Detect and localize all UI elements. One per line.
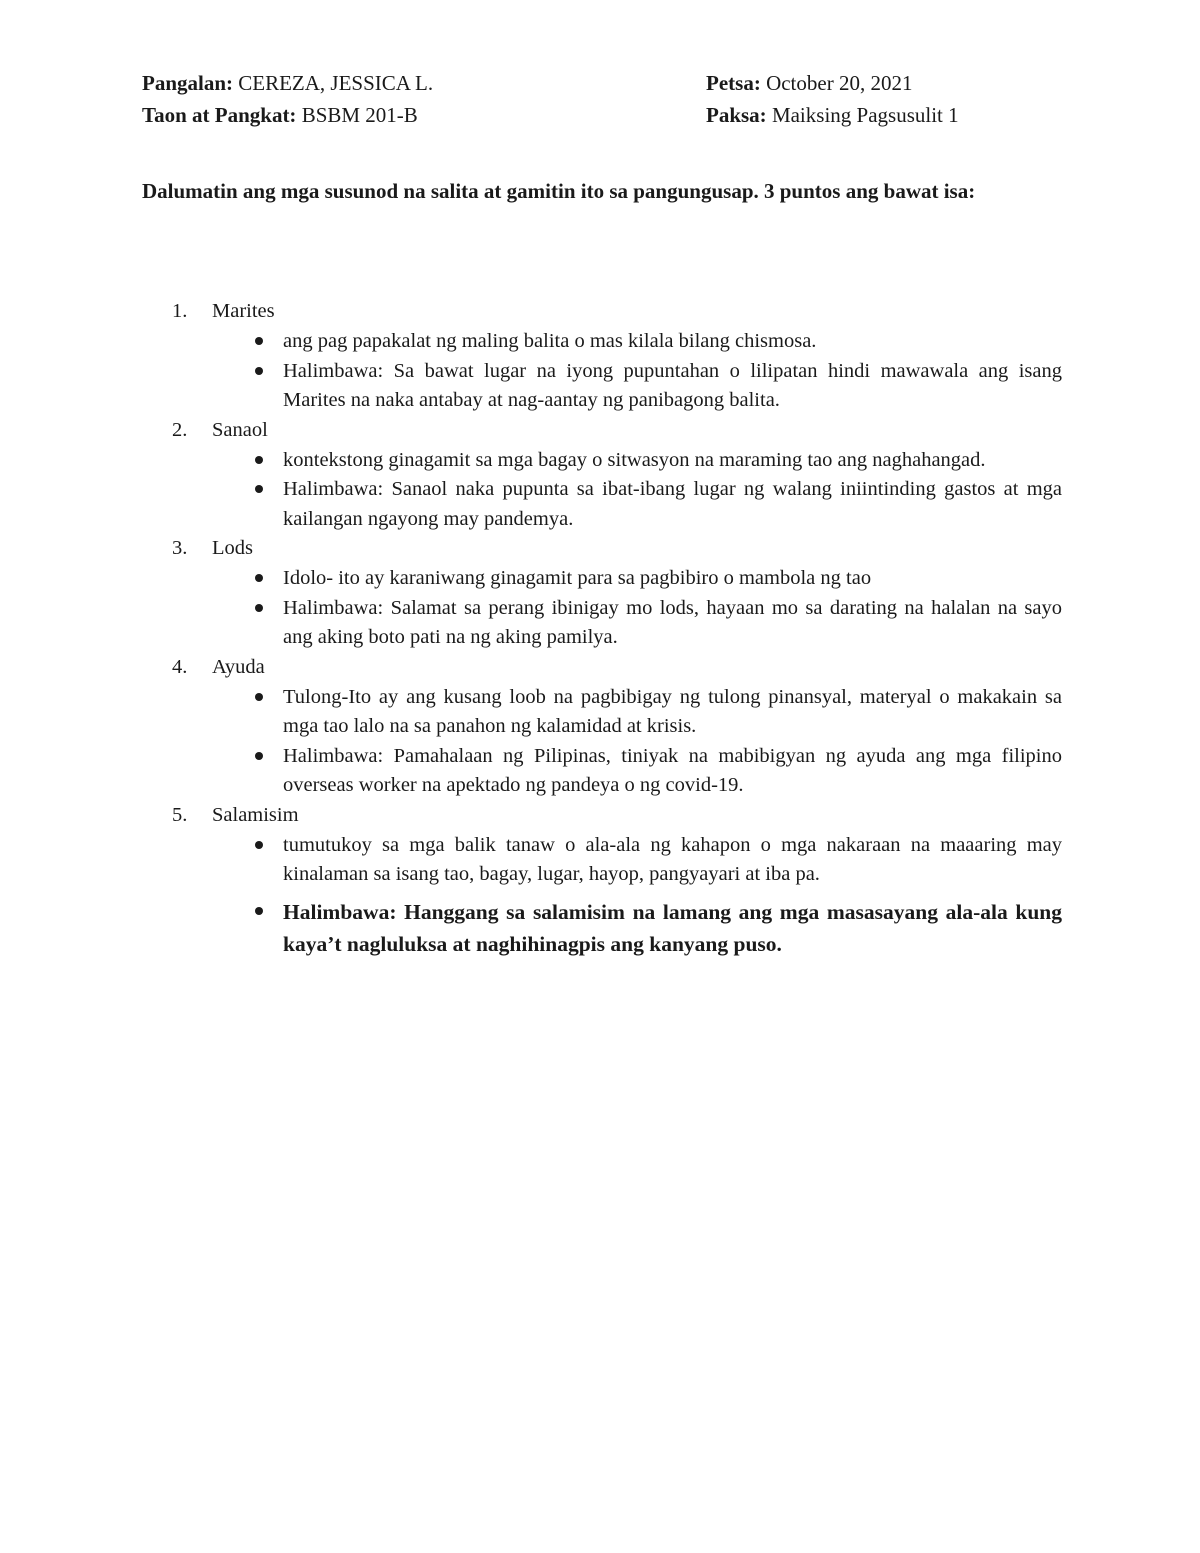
section-value: BSBM 201-B xyxy=(301,103,418,127)
item-heading xyxy=(142,297,1062,327)
list-item xyxy=(142,416,1062,535)
item-number: 2. xyxy=(172,418,188,441)
example-bullet xyxy=(142,896,1062,960)
topic-field xyxy=(706,100,959,130)
bullet-dot-icon xyxy=(255,456,263,464)
example-bullet xyxy=(142,742,1062,801)
item-bullets xyxy=(142,446,1062,535)
example-bullet xyxy=(142,475,1062,534)
item-bullets xyxy=(142,327,1062,416)
bullet-text: ang pag papakalat ng maling balita o mas kilala bilang chismosa. xyxy=(283,330,817,352)
bullet-dot-icon xyxy=(255,693,263,701)
item-term: Sanaol xyxy=(212,418,268,441)
bullet-text: Halimbawa: Salamat sa perang ibinigay mo lods, hayaan mo sa darating na halalan na sayo ang aking boto pati na ng aking pamilya. xyxy=(283,596,1062,648)
item-term: Lods xyxy=(212,537,253,559)
definition-bullet xyxy=(142,446,1062,476)
section-field xyxy=(142,100,418,130)
item-heading xyxy=(142,534,1062,564)
name-label: Pangalan: xyxy=(142,71,234,95)
item-term: Salamisim xyxy=(212,803,299,826)
bullet-dot-icon xyxy=(255,907,263,915)
header-row-2 xyxy=(142,100,1062,130)
item-heading xyxy=(142,416,1062,446)
bullet-text: Idolo- ito ay karaniwang ginagamit para sa pagbibiro o mambola ng tao xyxy=(283,567,872,589)
list-item xyxy=(142,801,1062,960)
item-bullets xyxy=(142,564,1062,653)
topic-value: Maiksing Pagsusulit 1 xyxy=(771,103,959,127)
bullet-dot-icon xyxy=(255,337,263,345)
bullet-dot-icon xyxy=(255,604,263,612)
example-bullet xyxy=(142,357,1062,416)
item-bullets xyxy=(142,683,1062,801)
bullet-text: tumutukoy sa mga balik tanaw o ala-ala ng kahapon o mga nakaraan na maaaring may kinalaman sa isang tao, bagay, lugar, hayop, pangyayari at iba pa. xyxy=(283,833,1062,885)
item-bullets xyxy=(142,831,1062,960)
bullet-text: Tulong-Ito ay ang kusang loob na pagbibigay ng tulong pinansyal, materyal o makakain sa mga tao lalo na sa panahon ng kalamidad at krisis. xyxy=(283,685,1062,737)
bullet-dot-icon xyxy=(255,752,263,760)
list-item xyxy=(142,297,1062,416)
list-item xyxy=(142,653,1062,801)
bullet-dot-icon xyxy=(255,574,263,582)
example-bullet xyxy=(142,594,1062,653)
date-field xyxy=(706,68,912,98)
item-term: Marites xyxy=(212,300,275,322)
item-term: Ayuda xyxy=(212,655,265,678)
name-field xyxy=(142,68,433,98)
bullet-text: Halimbawa: Pamahalaan ng Pilipinas, tiniyak na mabibigyan ng ayuda ang mga filipino overseas worker na apektado ng pandeya o ng covid-19. xyxy=(283,744,1062,796)
item-number: 3. xyxy=(172,537,188,559)
section-label: Taon at Pangkat: xyxy=(142,103,297,127)
item-heading xyxy=(142,653,1062,683)
item-number: 5. xyxy=(172,803,188,826)
bullet-text: Halimbawa: Sa bawat lugar na iyong pupuntahan o lilipatan hindi mawawala ang isang Marites na naka antabay at nag-aantay ng panibagong balita. xyxy=(283,359,1062,411)
topic-label: Paksa: xyxy=(706,103,767,127)
item-number: 4. xyxy=(172,655,188,678)
date-value: October 20, 2021 xyxy=(766,71,913,95)
bullet-dot-icon xyxy=(255,485,263,493)
definition-bullet xyxy=(142,683,1062,742)
bullet-dot-icon xyxy=(255,367,263,375)
instruction-text: Dalumatin ang mga susunod na salita at gamitin ito sa pangungusap. 3 puntos ang bawat isa: xyxy=(142,179,976,203)
name-value: CEREZA, JESSICA L. xyxy=(238,71,434,95)
item-number: 1. xyxy=(172,300,188,322)
item-heading xyxy=(142,801,1062,831)
bullet-text: Halimbawa: Hanggang sa salamisim na lamang ang mga masasayang ala-ala kung kaya’t nagluluksa at naghihinagpis ang kanyang puso. xyxy=(283,899,1062,956)
definition-bullet xyxy=(142,327,1062,357)
bullet-text: Halimbawa: Sanaol naka pupunta sa ibat-ibang lugar ng walang iniintinding gastos at mga kailangan ngayong may pandemya. xyxy=(283,478,1062,530)
term-list xyxy=(142,297,1062,960)
bullet-text: kontekstong ginagamit sa mga bagay o sitwasyon na maraming tao ang naghahangad. xyxy=(283,448,986,471)
definition-bullet xyxy=(142,564,1062,594)
bullet-dot-icon xyxy=(255,841,263,849)
list-item xyxy=(142,534,1062,653)
header-row-1 xyxy=(142,68,1062,98)
date-label: Petsa: xyxy=(706,71,761,95)
definition-bullet xyxy=(142,831,1062,890)
